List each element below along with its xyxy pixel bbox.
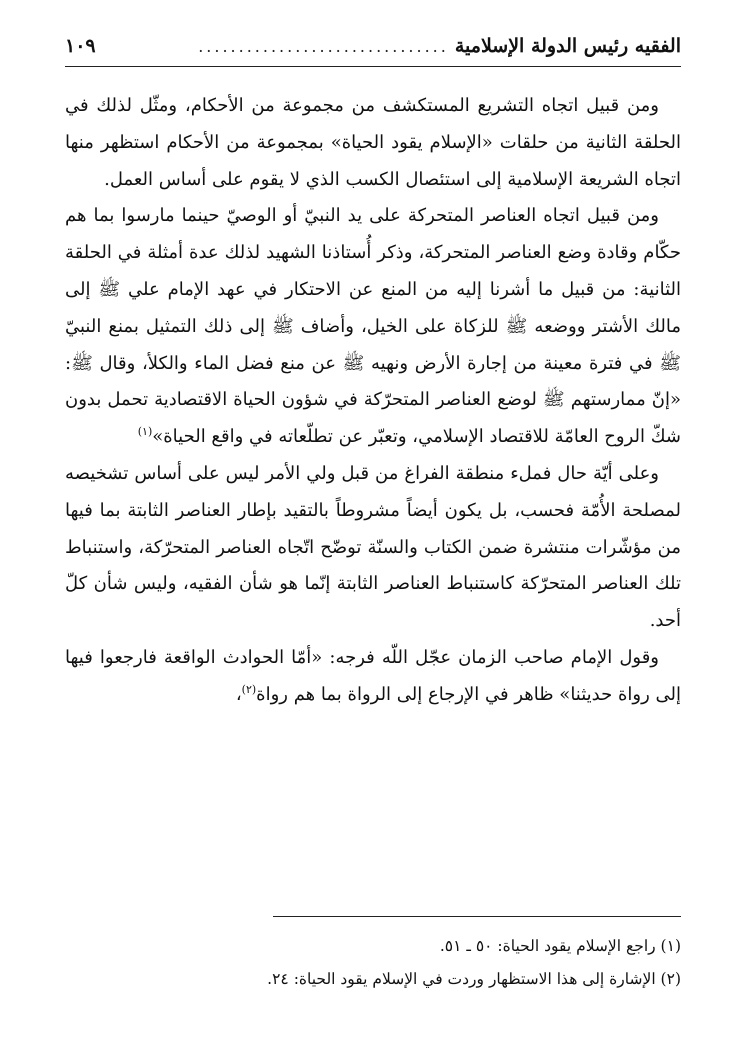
footnote-2: (٢) الإشارة إلى هذا الاستظهار وردت في الإسلام يقود الحياة: ٢٤. [267, 970, 681, 988]
footnote-ref-2: (٢) [241, 682, 257, 696]
paragraph-text: ومن قبيل اتجاه العناصر المتحركة على يد النبيّ أو الوصيّ حينما مارسوا بما هم حكّام وقادة وضع العناصر المتحركة، وذكر أُستاذنا الشهيد لذلك عدة أمثلة في الحلقة الثانية: من قبيل ما أشرنا إليه من المنع عن الاحتكار في عهد الإمام علي ﷺ إلى مالك الأشتر ووضعه ﷺ للزكاة على الخيل، وأضاف ﷺ إلى ذلك التمثيل بمنع النبيّ ﷺ في فترة معينة من إجارة الأرض ونهيه ﷺ عن منع فضل الماء والكلأ، وقال ﷺ: «إنّ ممارستهم ﷺ لوضع العناصر المتحرّكة في شؤون الحياة الاقتصادية تحمل بدون شكّ الروح العامّة للاقتصاد الإسلامي، وتعبّر عن تطلّعاته في واقع الحياة» [65, 205, 682, 448]
paragraph-4 [65, 640, 681, 714]
dot-leader: ............................... [198, 36, 449, 56]
footnotes [65, 930, 681, 996]
footnote-separator [273, 916, 681, 917]
running-header [65, 26, 681, 67]
footnote-ref-1: (١) [137, 425, 153, 439]
footnote-1: (١) راجع الإسلام يقود الحياة: ٥٠ ـ ٥١. [439, 937, 681, 955]
page-number: ١٠٩ [65, 35, 96, 57]
running-title: الفقيه رئيس الدولة الإسلامية [454, 35, 681, 57]
paragraph-1 [65, 88, 681, 198]
paragraph-text: وقول الإمام صاحب الزمان عجّل اللّه فرجه: «أمّا الحوادث الواقعة فارجعوا فيها إلى رواة حديثنا» ظاهر في الإرجاع إلى الرواة بما هم رواة [65, 646, 681, 705]
paragraph-text: وعلى أيّة حال فملء منطقة الفراغ من قبل ولي الأمر ليس على أساس تشخيصه لمصلحة الأُمّة فحسب، بل يكون أيضاً مشروطاً بالتقيد بإطار العناصر الثابتة بما فيها من مؤشّرات منتشرة ضمن الكتاب والسنّة توضّح اتّجاه العناصر المتحرّكة، واستنباط تلك العناصر المتحرّكة كاستنباط العناصر الثابتة إنّما هو شأن الفقيه، وليس شأن كلّ أحد. [65, 462, 681, 632]
paragraph-2 [65, 198, 681, 456]
paragraph-tail: ، [235, 683, 242, 705]
paragraph-3 [65, 456, 681, 640]
paragraph-text: ومن قبيل اتجاه التشريع المستكشف من مجموعة من الأحكام، ومثّل لذلك في الحلقة الثانية من حلقات «الإسلام يقود الحياة» بمجموعة من الأحكام استظهر منها اتجاه الشريعة الإسلامية إلى استئصال الكسب الذي لا يقوم على أساس العمل. [65, 95, 682, 190]
body-text [65, 88, 681, 714]
